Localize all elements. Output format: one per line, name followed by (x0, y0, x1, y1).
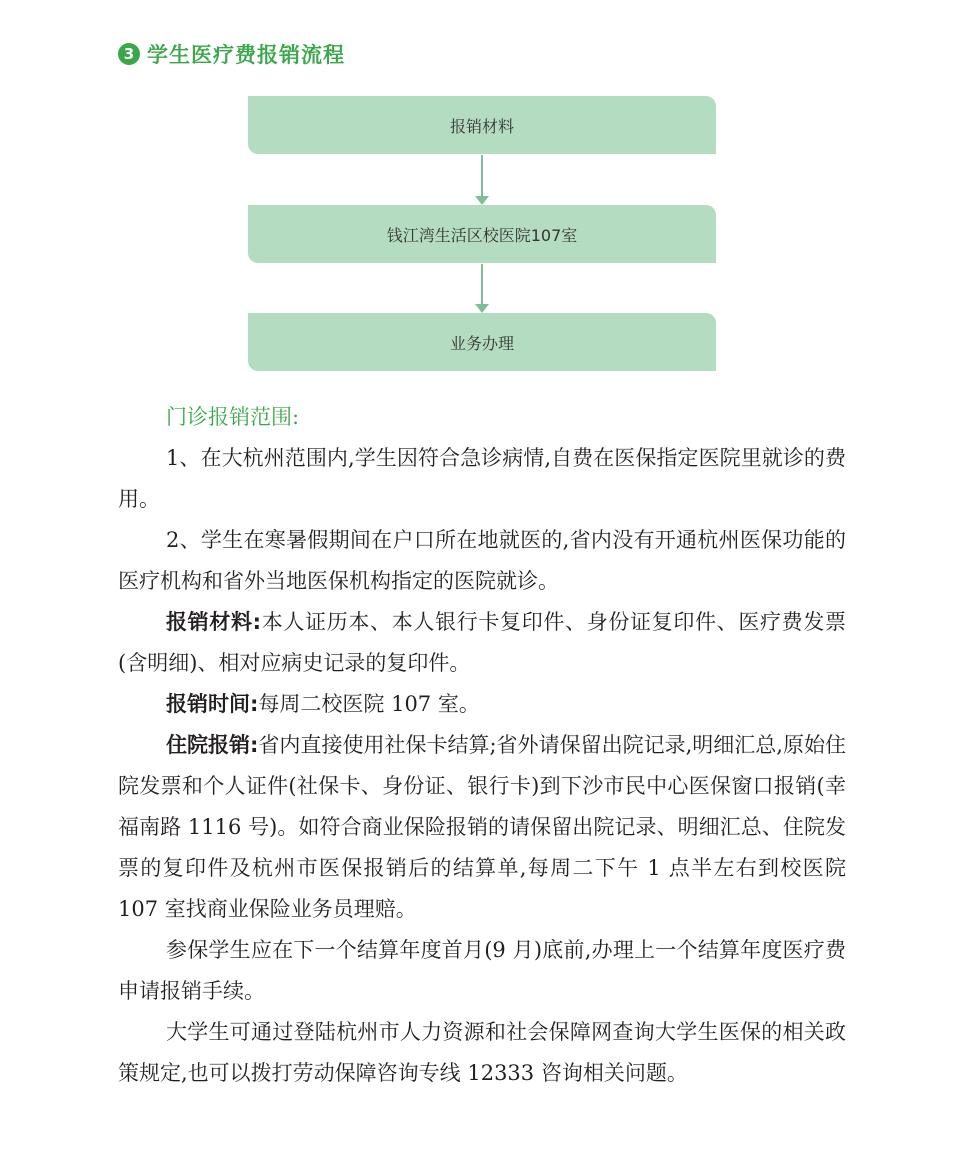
time-text: 每周二校医院 107 室。 (258, 692, 480, 716)
section-header (118, 40, 345, 68)
inpatient-paragraph (118, 725, 846, 930)
time-paragraph (118, 684, 846, 725)
flow-step-processing: 业务办理 (248, 313, 716, 371)
outpatient-item-1: 1、在大杭州范围内,学生因符合急诊病情,自费在医保指定医院里就诊的费用。 (118, 446, 846, 511)
materials-paragraph (118, 602, 846, 684)
flow-arrow-down-icon (475, 264, 489, 313)
section-title: 学生医疗费报销流程 (147, 43, 345, 67)
flow-arrow-down-icon (475, 155, 489, 205)
policy-paragraph: 大学生可通过登陆杭州市人力资源和社会保障网查询大学生医保的相关政策规定,也可以拨打劳动保障咨询专线 12333 咨询相关问题。 (118, 1020, 846, 1085)
materials-label: 报销材料: (166, 610, 262, 634)
inpatient-text: 省内直接使用社保卡结算;省外请保留出院记录,明细汇总,原始住院发票和个人证件(社保卡、身份证、银行卡)到下沙市民中心医保窗口报销(幸福南路 1116 号)。如符合商业保险报销的请保留出院记录、明细汇总、住院发票的复印件及杭州市医保报销后的结算单,每周二下午 1 点半左右到校医院 107 室找商业保险业务员理赔。 (118, 733, 846, 921)
outpatient-item-2: 2、学生在寒暑假期间在户口所在地就医的,省内没有开通杭州医保功能的医疗机构和省外当地医保机构指定的医院就诊。 (118, 528, 846, 593)
flow-step-materials: 报销材料 (248, 96, 716, 154)
deadline-paragraph: 参保学生应在下一个结算年度首月(9 月)底前,办理上一个结算年度医疗费申请报销手续。 (118, 938, 846, 1003)
flow-step-clinic: 钱江湾生活区校医院107室 (248, 205, 716, 263)
time-label: 报销时间: (166, 692, 259, 716)
section-number-badge: 3 (118, 43, 140, 65)
inpatient-label: 住院报销: (166, 733, 259, 757)
body-text (118, 397, 846, 1094)
outpatient-heading: 门诊报销范围: (166, 405, 300, 429)
materials-text: 本人证历本、本人银行卡复印件、身份证复印件、医疗费发票(含明细)、相对应病史记录的复印件。 (118, 610, 846, 675)
